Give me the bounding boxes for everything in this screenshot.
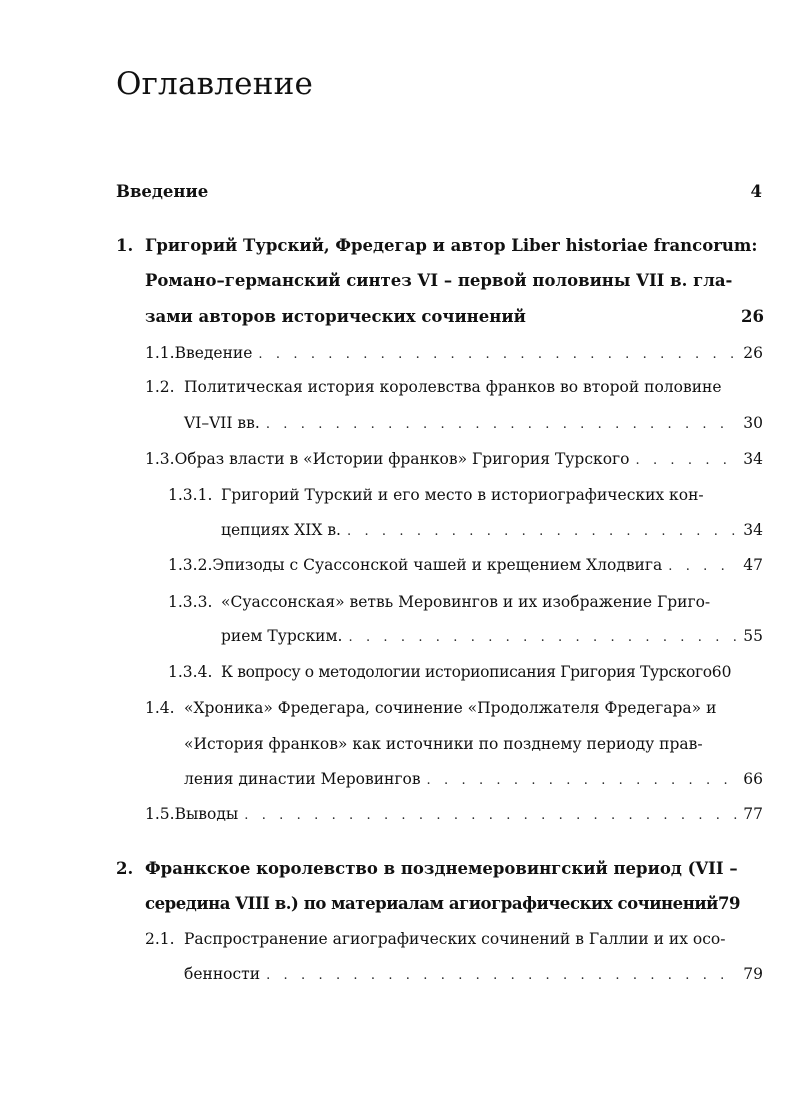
toc-entry-label: Введение [116,182,209,201]
dot-leader [668,555,737,579]
section-label-line-1: «Хроника» Фредегара, сочинение «Продолжателя Фредегара» и [184,699,717,717]
chapter-title-line-3 [145,305,764,329]
dot-leader [347,520,737,544]
chapter-title-line-3-text: зами авторов исторических сочинений [145,307,526,326]
dot-leader [244,804,737,828]
section-label-line-2 [184,411,763,435]
page-title: Оглавление [116,66,313,102]
subsection-label-line-2-text: цепциях XIX в. [221,521,341,539]
section-number: 1.1. [145,344,175,362]
toc-subsection-1-3-2[interactable] [168,553,763,577]
section-label-line-3 [184,767,763,791]
toc-entry-intro[interactable] [116,180,762,204]
chapter-title-line-1: Григорий Турский, Фредегар и автор Liber historiae francorum: [145,236,758,255]
dot-leader [348,626,737,650]
section-label: Выводы [174,805,239,823]
chapter-title-line-2-text: середина VIII в.) по материалам агиографических сочинений [145,894,718,913]
subsection-page: 34 [743,521,763,539]
subsection-number: 1.3.3. [168,593,213,611]
subsection-number: 1.3.4. [168,663,213,681]
dot-leader [427,769,738,793]
section-label-line-1: Распространение агиографических сочинений в Галлии и их осо- [184,930,726,948]
chapter-title-line-2: Романо–германский синтез VI – первой половины VII в. гла- [145,271,733,290]
toc-section-1-1[interactable] [145,341,763,365]
subsection-label: К вопросу о методологии историописания Григория Турского [221,663,712,681]
section-label-line-2: «История франков» как источники по позднему периоду прав- [184,735,703,753]
section-page: 30 [743,414,763,432]
section-page: 79 [743,965,763,983]
chapter-number: 2. [116,859,134,878]
subsection-page: 47 [743,556,763,574]
dot-leader [635,449,737,473]
subsection-label-line-1: Григорий Турский и его место в историографических кон- [221,486,704,504]
dot-leader [258,343,737,367]
chapter-page: 79 [717,894,740,913]
subsection-label-line-2-text: рием Турским. [221,627,343,645]
subsection-number: 1.3.1. [168,486,213,504]
section-label-line-1: Политическая история королевства франков во второй половине [184,378,722,396]
section-page: 26 [743,344,763,362]
subsection-label-line-2 [221,624,763,648]
subsection-page: 55 [743,627,763,645]
toc-subsection-1-3-4[interactable] [168,660,763,684]
toc-entry-page: 4 [750,182,762,201]
subsection-page: 60 [711,663,732,681]
section-number: 2.1. [145,930,175,948]
section-page: 34 [743,450,763,468]
subsection-label-line-1: «Суассонская» ветвь Меровингов и их изображение Григо- [221,593,711,611]
subsection-number: 1.3.2. [168,556,213,574]
chapter-title-line-2 [145,892,740,916]
section-label: Введение [174,344,253,362]
section-page: 77 [743,805,763,823]
chapter-page: 26 [741,307,764,326]
chapter-title-line-1: Франкское королевство в позднемеровингский период (VII – [145,859,738,878]
dot-leader [266,964,737,988]
toc-section-1-3[interactable] [145,447,763,471]
section-number: 1.4. [145,699,175,717]
section-number: 1.2. [145,378,175,396]
section-number: 1.3. [145,450,175,468]
section-label-line-2-text: бенности [184,965,261,983]
subsection-label-line-2 [221,518,763,542]
subsection-label: Эпизоды с Суассонской чашей и крещением Хлодвига [212,556,663,574]
section-page: 66 [743,770,763,788]
section-label: Образ власти в «Истории франков» Григория Турского [174,450,630,468]
toc-section-1-5[interactable] [145,802,763,826]
section-number: 1.5. [145,805,175,823]
dot-leader [266,413,737,437]
chapter-number: 1. [116,236,134,255]
section-label-line-3-text: ления династии Меровингов [184,770,421,788]
section-label-line-2-text: VI–VII вв. [184,414,260,432]
section-label-line-2 [184,962,763,986]
